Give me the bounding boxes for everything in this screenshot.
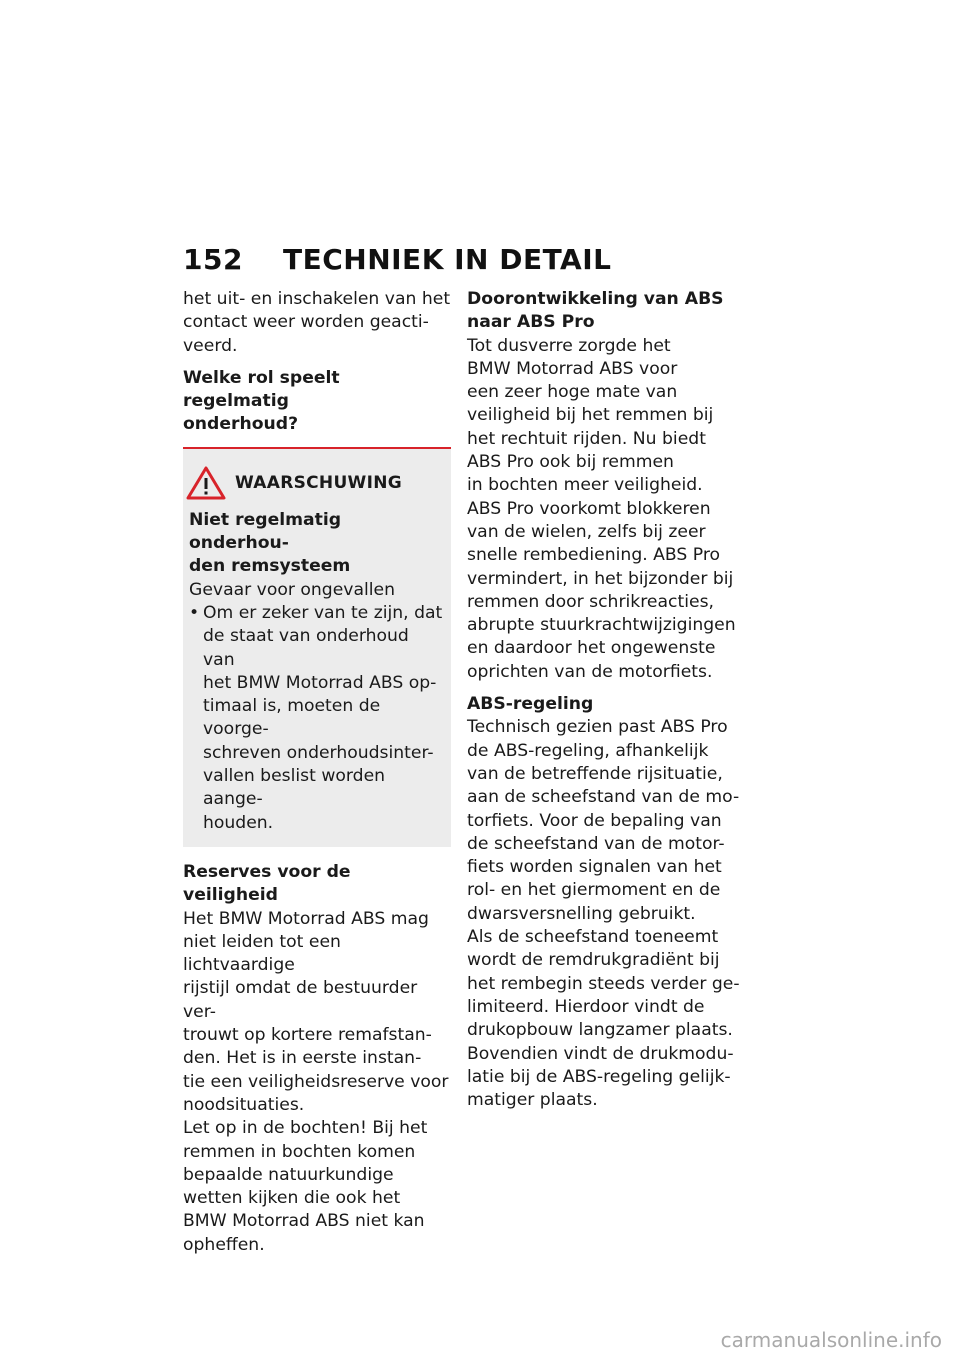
abs-paragraph-2: Als de scheefstand toeneemt wordt de remdrukgradiënt bij het rembegin steeds verder ge- limiteerd. Hierdoor vindt de drukopbouw langzamer plaats. Bovendien vindt de drukmodu- latie bij de ABS-regeling gelijk- matiger plaats. (467, 927, 740, 1111)
page-number: 152 (183, 243, 243, 276)
warning-bullet-text: Om er zeker van te zijn, dat de staat van onderhoud van het BMW Motorrad ABS op- timaal is, moeten de voorge- schreven onderhoudsinter- vallen beslist worden aange- houden. (203, 602, 443, 833)
watermark: carmanualsonline.info (720, 1328, 942, 1352)
right-column (467, 288, 745, 1112)
left-column (183, 288, 451, 1257)
reserves-paragraph-2: Let op in de bochten! Bij het remmen in bochten komen bepaalde natuurkundige wetten kijken die ook het BMW Motorrad ABS niet kan opheffen. (183, 1118, 428, 1255)
chapter-title: TECHNIEK IN DETAIL (283, 243, 612, 276)
warning-box (183, 447, 451, 847)
abs-regeling-heading: ABS-regeling (467, 694, 594, 715)
development-paragraph: Tot dusverre zorgde het BMW Motorrad ABS voor een zeer hoge mate van veiligheid bij het remmen bij het rechtuit rijden. Nu biedt ABS Pro ook bij remmen in bochten meer veiligheid. ABS Pro voorkomt blokkeren van de wielen, zelfs bij zeer snelle rembediening. ABS Pro vermindert, in het bijzonder bij remmen door schrikreacties, abrupte stuurkrachtwijzigingen en daardoor het ongewenste oprichten van de motorfiets. (467, 335, 736, 682)
warning-triangle-icon (185, 465, 227, 501)
warning-header (189, 465, 443, 501)
maintenance-heading: Welke rol speelt regelmatig onderhoud? (183, 367, 340, 435)
warning-label: WAARSCHUWING (235, 472, 403, 493)
warning-bullet (189, 602, 443, 835)
abs-paragraph-1: Technisch gezien past ABS Pro de ABS-regeling, afhankelijk van de betreffende rijsituatie, aan de scheefstand van de mo- torfiets. Voor de bepaling van de scheefstand van de motor- fiets worden signalen van het rol- en het giermoment en de dwarsversnelling gebruikt. (467, 717, 740, 924)
warning-hazard: Gevaar voor ongevallen (189, 579, 396, 600)
warning-title: Niet regelmatig onderhou- den remsysteem (189, 509, 351, 577)
reserves-paragraph-1: Het BMW Motorrad ABS mag niet leiden tot een lichtvaardige rijstijl omdat de bestuurder ver- trouwt op kortere remafstan- den. Het is in eerste instan- tie een veiligheidsreserve voor noodsituaties. (183, 908, 449, 1115)
intro-paragraph: het uit- en inschakelen van het contact weer worden geacti- veerd. (183, 289, 451, 356)
bullet-dot: • (189, 602, 200, 623)
reserves-heading: Reserves voor de veiligheid (183, 861, 351, 906)
development-heading: Doorontwikkeling van ABS naar ABS Pro (467, 289, 724, 333)
